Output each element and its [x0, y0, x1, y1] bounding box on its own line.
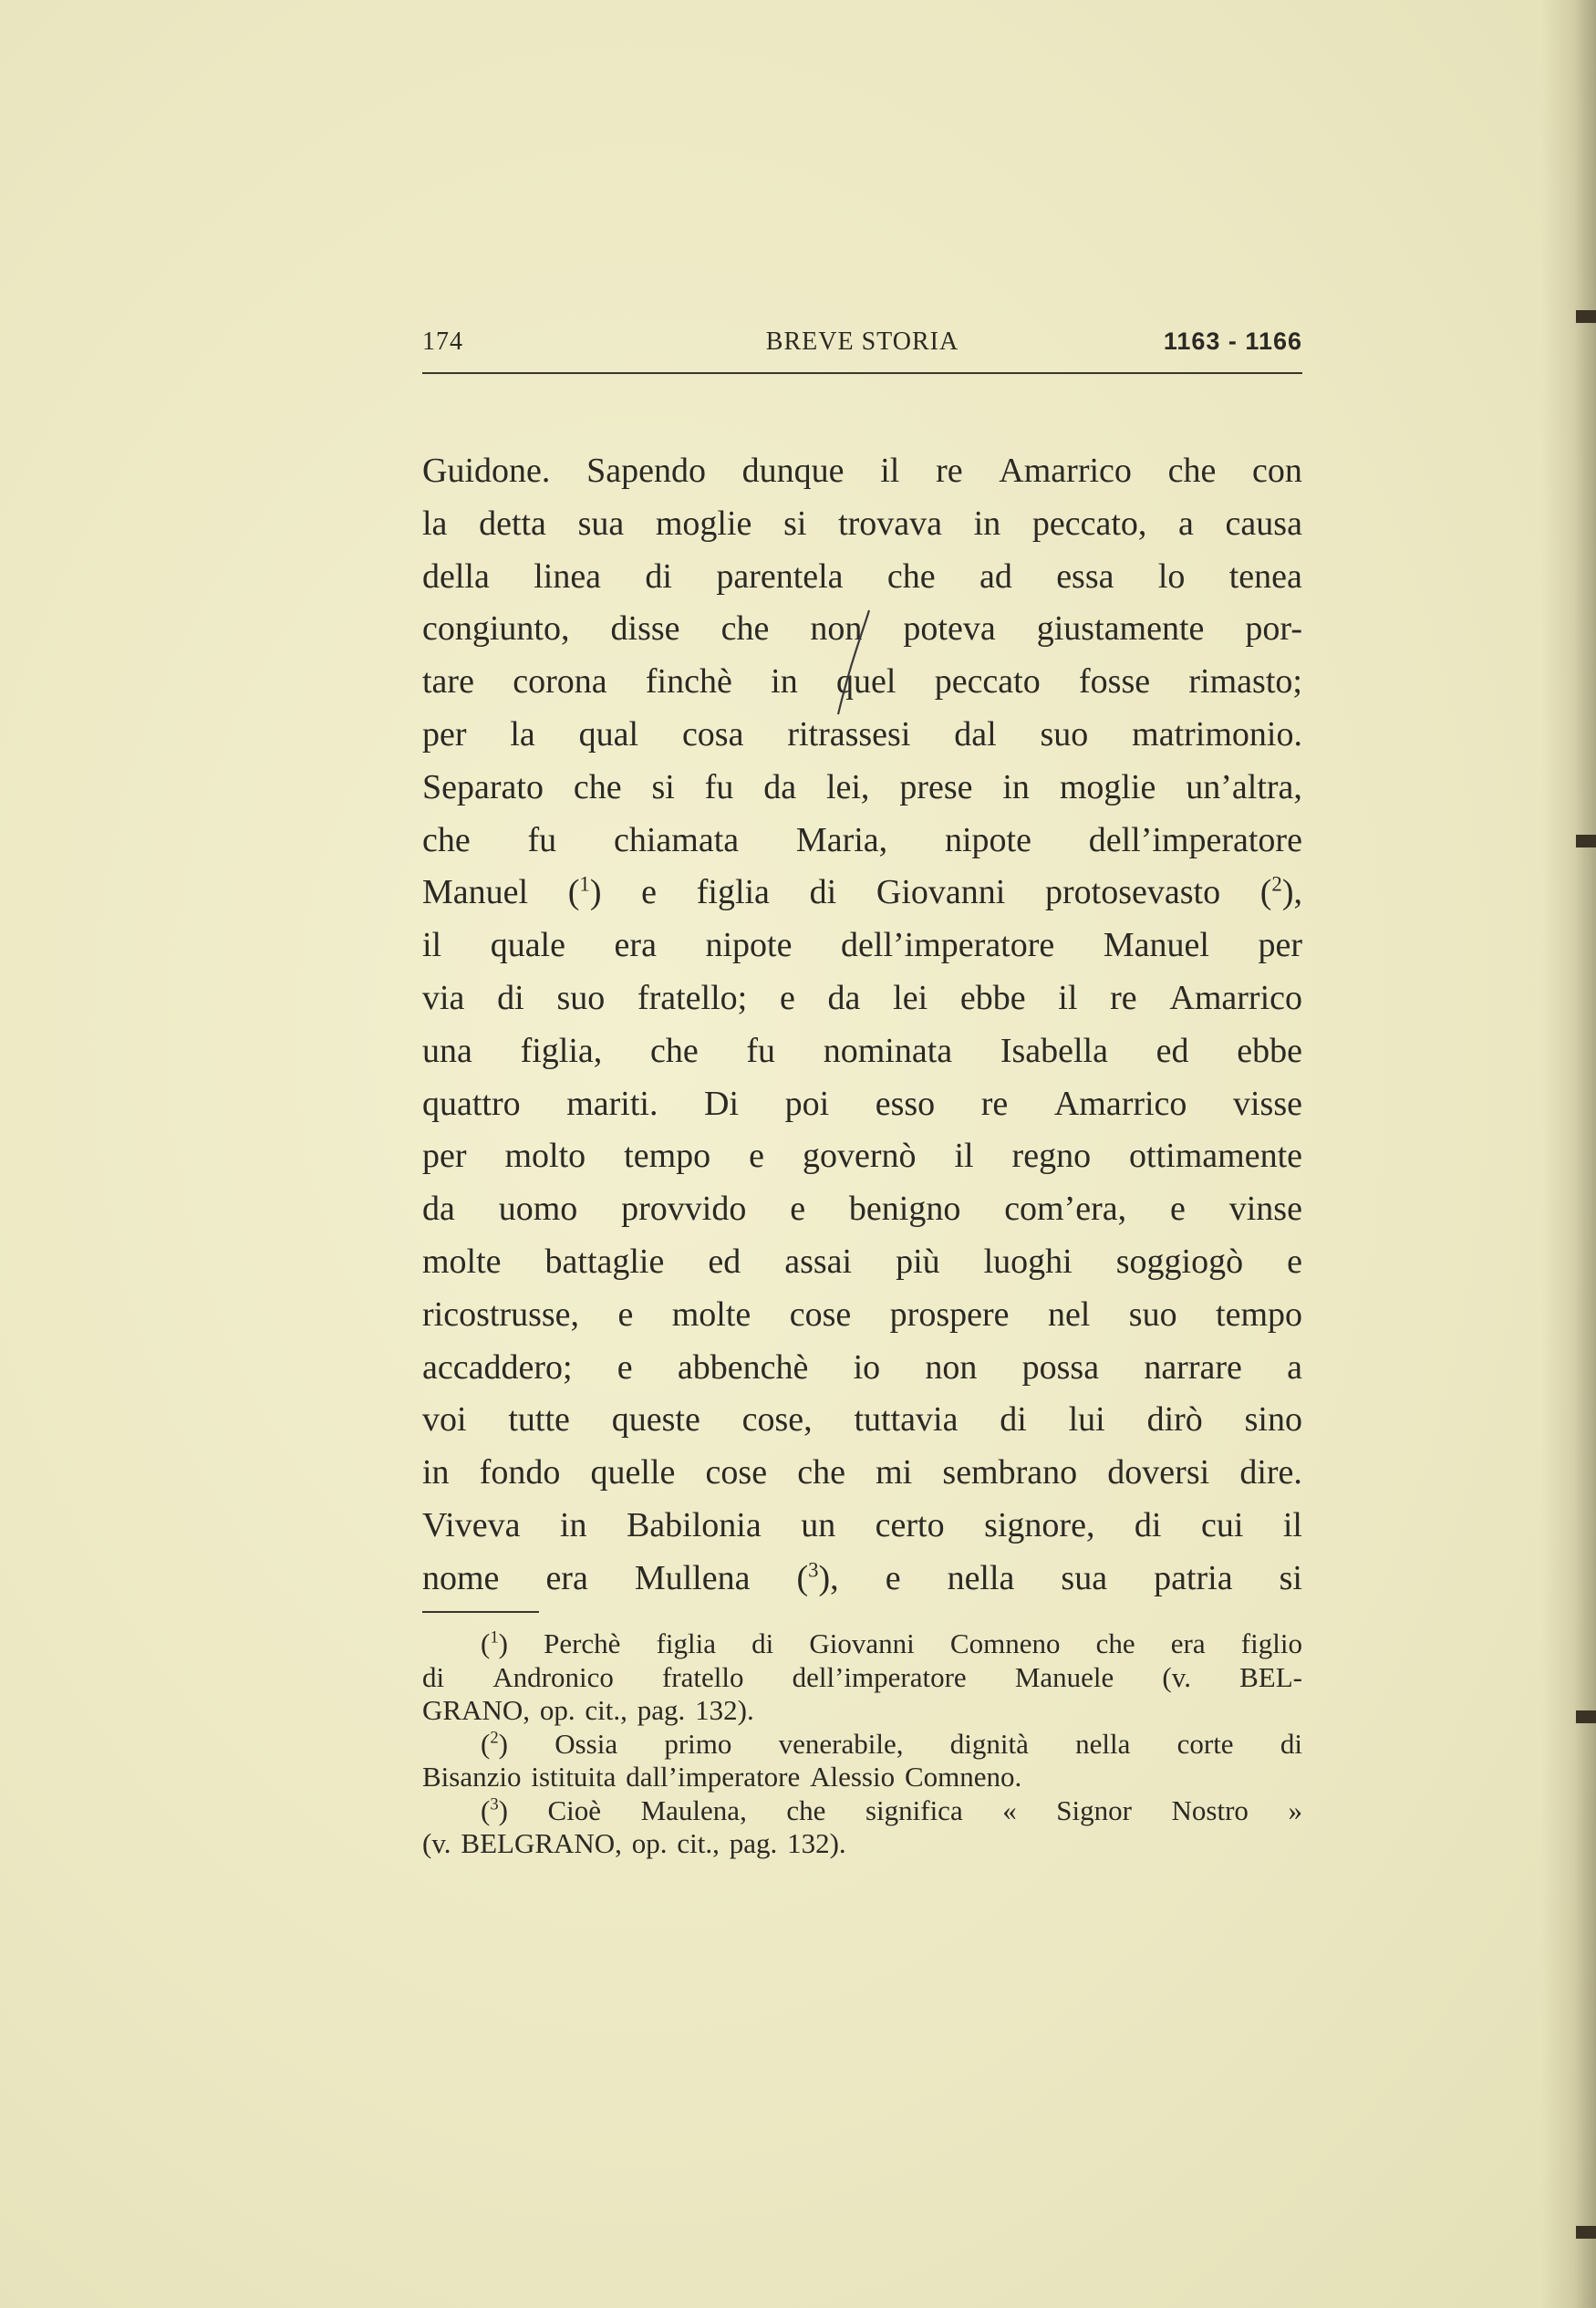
- word: benigno: [848, 1190, 961, 1229]
- word: qual: [578, 714, 639, 754]
- word: a: [1178, 504, 1194, 543]
- word: fu: [704, 767, 734, 806]
- word: nominata: [823, 1031, 953, 1070]
- running-title: BREVE STORIA: [765, 327, 959, 356]
- word: Maulena,: [640, 1793, 747, 1826]
- word: BEL-: [1239, 1660, 1302, 1693]
- word: che: [886, 556, 936, 596]
- word: Mullena: [634, 1558, 751, 1597]
- text-line: [422, 445, 1302, 498]
- word: e: [790, 1190, 806, 1229]
- word: poteva: [903, 609, 996, 649]
- word: detta: [479, 504, 546, 543]
- word: più: [896, 1242, 940, 1281]
- word: op.: [631, 1827, 668, 1859]
- word: primo: [664, 1727, 732, 1760]
- pen-stroke-mark: [825, 607, 880, 721]
- word: »: [1288, 1793, 1302, 1826]
- footnote-line: [422, 1827, 1302, 1861]
- word: che: [720, 609, 770, 649]
- word: e: [617, 1294, 634, 1334]
- word: figlia: [656, 1627, 716, 1659]
- word: una: [422, 1031, 472, 1070]
- word: cit.,: [677, 1827, 720, 1859]
- word: era: [614, 926, 657, 965]
- word: (v.: [1162, 1660, 1191, 1693]
- word: Comneno.: [904, 1761, 1022, 1793]
- word: in: [973, 504, 1001, 543]
- word: Isabella: [1000, 1031, 1108, 1070]
- word: ed: [708, 1242, 741, 1281]
- word: in: [422, 1453, 450, 1492]
- word: per: [422, 714, 467, 754]
- word: nipote: [944, 820, 1031, 859]
- word: narrare: [1144, 1347, 1242, 1387]
- word: soggiogò: [1115, 1242, 1244, 1281]
- word: molto: [504, 1137, 586, 1176]
- footnote-line: [422, 1661, 1302, 1695]
- word: la: [422, 504, 448, 543]
- word: il: [880, 452, 900, 490]
- word: corona: [513, 662, 607, 702]
- word: disse: [610, 609, 680, 649]
- text-line: [422, 1183, 1302, 1236]
- word: suo: [1040, 714, 1089, 754]
- word: cose,: [741, 1400, 813, 1440]
- word: re: [936, 452, 963, 490]
- word: sua: [1061, 1558, 1108, 1597]
- word: nipote: [705, 926, 793, 965]
- word: molte: [422, 1242, 502, 1281]
- word: la: [510, 714, 535, 754]
- text-line: [422, 1553, 1302, 1606]
- word: era: [545, 1558, 588, 1597]
- word: per: [422, 1137, 467, 1176]
- text-line: [422, 1394, 1302, 1447]
- word: visse: [1233, 1084, 1302, 1123]
- word: venerabile,: [778, 1727, 904, 1760]
- word: fu: [746, 1031, 776, 1070]
- word: Viveva: [422, 1505, 521, 1544]
- word: battaglie: [544, 1242, 665, 1281]
- word: un: [801, 1505, 836, 1544]
- word: in: [559, 1505, 587, 1544]
- word: e: [1170, 1190, 1186, 1229]
- word: ricostrusse,: [422, 1294, 580, 1334]
- word: quale: [490, 926, 565, 965]
- word: il: [954, 1137, 974, 1176]
- text-line: [422, 1342, 1302, 1395]
- word: prospere: [889, 1294, 1010, 1334]
- word: rimasto;: [1188, 662, 1302, 702]
- word: nome: [422, 1558, 500, 1597]
- word: essa: [1056, 556, 1114, 596]
- word: Maria,: [795, 820, 888, 859]
- word: lei,: [825, 767, 870, 806]
- word: che: [573, 767, 622, 806]
- word: ritrassesi: [787, 714, 911, 754]
- word: matrimonio.: [1132, 714, 1302, 754]
- word: tempo: [624, 1137, 711, 1176]
- binding-mark: [1576, 835, 1596, 847]
- word: sua: [577, 504, 625, 543]
- word: peccato: [934, 662, 1041, 702]
- word: Babilonia: [626, 1505, 762, 1544]
- word: figlia: [696, 873, 770, 912]
- word: Andronico: [492, 1660, 614, 1693]
- word: cosa: [681, 714, 744, 754]
- text-line: [422, 1130, 1302, 1183]
- word: si: [783, 504, 807, 543]
- word: provvido: [621, 1190, 747, 1229]
- word: patria: [1154, 1558, 1233, 1597]
- word: doversi: [1107, 1453, 1210, 1492]
- word: dell’imperatore: [841, 926, 1055, 965]
- year-range: 1163 - 1166: [1163, 327, 1302, 355]
- binding-mark: [1576, 1710, 1596, 1723]
- word: quel: [835, 662, 896, 702]
- text-line: [422, 551, 1302, 604]
- word: possa: [1021, 1347, 1100, 1387]
- word: esso: [875, 1084, 936, 1123]
- text-line: [422, 498, 1302, 551]
- text-line: [422, 1025, 1302, 1078]
- word: dirò: [1146, 1400, 1203, 1440]
- word: mariti.: [566, 1084, 658, 1123]
- word: nella: [1075, 1727, 1131, 1760]
- word: ($^3$),: [796, 1558, 839, 1597]
- word: con: [1252, 452, 1302, 490]
- word: fratello: [661, 1660, 744, 1693]
- word: cose: [705, 1453, 768, 1492]
- word: pag.: [729, 1827, 778, 1859]
- word: era: [1170, 1627, 1206, 1659]
- word: quattro: [422, 1084, 521, 1123]
- word: Nostro: [1171, 1793, 1249, 1826]
- header-rule: [422, 372, 1302, 374]
- word: lui: [1068, 1400, 1105, 1440]
- word: Separato: [422, 767, 544, 806]
- word: in: [771, 662, 798, 702]
- word: GRANO,: [422, 1694, 530, 1726]
- word: non: [925, 1347, 978, 1387]
- word: Signor: [1056, 1793, 1132, 1826]
- word: accaddero;: [422, 1347, 573, 1387]
- word: finchè: [645, 662, 732, 702]
- word: fratello;: [637, 978, 748, 1017]
- word: 132).: [695, 1694, 754, 1726]
- word: protosevasto: [1045, 873, 1221, 912]
- word: re: [980, 1084, 1009, 1123]
- word: certo: [875, 1505, 945, 1544]
- word: e: [749, 1137, 764, 1176]
- word: governò: [802, 1137, 917, 1176]
- word: cose: [789, 1294, 852, 1334]
- word: ebbe: [1237, 1031, 1302, 1070]
- footnote-line: [422, 1694, 1302, 1728]
- word: a: [1287, 1347, 1302, 1387]
- word: sembrano: [942, 1453, 1078, 1492]
- word: da: [763, 767, 797, 806]
- word: ($^3$): [481, 1793, 508, 1826]
- word: che: [1095, 1627, 1135, 1659]
- word: che: [422, 820, 471, 859]
- word: via: [422, 978, 465, 1017]
- text-line: [422, 1236, 1302, 1289]
- word: Giovanni: [876, 873, 1006, 912]
- word: che: [786, 1793, 826, 1826]
- word: Cioè: [547, 1793, 602, 1826]
- text-line: [422, 1447, 1302, 1500]
- word: re: [1110, 978, 1137, 1017]
- word: io: [853, 1347, 881, 1387]
- word: istituita: [531, 1761, 617, 1793]
- word: Manuele: [1014, 1660, 1114, 1693]
- word: ($^2$): [481, 1727, 508, 1760]
- word: 132).: [787, 1827, 846, 1859]
- word: nella: [947, 1558, 1015, 1597]
- word: da: [422, 1190, 455, 1229]
- word: non: [810, 609, 863, 649]
- word: e: [617, 1347, 633, 1387]
- word: dunque: [741, 452, 845, 490]
- word: e: [885, 1558, 901, 1597]
- word: (v.: [422, 1827, 451, 1859]
- word: figlio: [1240, 1627, 1302, 1659]
- word: tare: [422, 662, 474, 702]
- word: mi: [876, 1453, 913, 1492]
- word: lei: [893, 978, 928, 1017]
- word: causa: [1225, 504, 1302, 543]
- footnotes: [422, 1627, 1302, 1861]
- word: molte: [671, 1294, 751, 1334]
- word: regno: [1011, 1137, 1092, 1176]
- word: BELGRANO,: [461, 1827, 622, 1859]
- word: prese: [899, 767, 973, 806]
- word: ad: [979, 556, 1012, 596]
- binding-mark: [1576, 310, 1596, 323]
- word: queste: [611, 1400, 700, 1440]
- text-line: [422, 762, 1302, 815]
- word: Perchè: [544, 1627, 621, 1659]
- word: pag.: [637, 1694, 686, 1726]
- word: cit.,: [585, 1694, 627, 1726]
- word: dignità: [949, 1727, 1029, 1760]
- word: figlia,: [520, 1031, 603, 1070]
- word: tempo: [1216, 1294, 1302, 1334]
- word: lo: [1157, 556, 1186, 596]
- word: di: [809, 873, 837, 912]
- word: ed: [1156, 1031, 1189, 1070]
- word: significa: [865, 1793, 963, 1826]
- word: suo: [556, 978, 606, 1017]
- text-line: [422, 1078, 1302, 1131]
- word: di: [497, 978, 524, 1017]
- text-line: [422, 1500, 1302, 1553]
- word: Manuel: [422, 873, 529, 912]
- word: Comneno: [949, 1627, 1061, 1659]
- word: Bisanzio: [422, 1761, 522, 1793]
- word: chiamata: [613, 820, 740, 859]
- word: che: [649, 1031, 699, 1070]
- word: di: [1280, 1727, 1302, 1760]
- word: di: [422, 1660, 445, 1693]
- word: «: [1002, 1793, 1017, 1826]
- word: moglie: [655, 504, 752, 543]
- word: uomo: [498, 1190, 578, 1229]
- word: quelle: [590, 1453, 676, 1492]
- word: ($^2$),: [1259, 872, 1302, 912]
- word: luoghi: [983, 1242, 1073, 1281]
- word: dal: [954, 714, 997, 754]
- word: corte: [1176, 1727, 1234, 1760]
- word: e: [1287, 1242, 1302, 1281]
- word: Amarrico: [1053, 1084, 1187, 1123]
- text-line: [422, 972, 1302, 1025]
- binding-mark: [1576, 2226, 1596, 2239]
- word: por-: [1245, 609, 1302, 649]
- word: dell’imperatore: [1088, 820, 1302, 859]
- word: tenea: [1228, 556, 1302, 596]
- word: giustamente: [1036, 609, 1205, 649]
- text-line: [422, 920, 1302, 972]
- word: trovava: [838, 504, 943, 543]
- word: di: [1000, 1400, 1027, 1440]
- word: di: [1134, 1505, 1162, 1544]
- word: com’era,: [1004, 1190, 1127, 1229]
- word: il: [1058, 978, 1078, 1017]
- word: Amarrico: [1169, 978, 1302, 1017]
- word: ($^1$): [481, 1627, 508, 1659]
- word: poi: [784, 1084, 830, 1123]
- word: cui: [1200, 1505, 1244, 1544]
- page-edge-shadow: [1541, 0, 1596, 2308]
- word: assai: [784, 1242, 853, 1281]
- text-line: [422, 1289, 1302, 1342]
- word: signore,: [984, 1505, 1095, 1544]
- word: abbenchè: [677, 1347, 809, 1387]
- word: e: [641, 873, 658, 912]
- word: un’altra,: [1186, 767, 1302, 806]
- word: voi: [422, 1400, 467, 1440]
- word: si: [1279, 1558, 1302, 1597]
- word: parentela: [716, 556, 844, 596]
- word: ($^1$): [567, 872, 602, 912]
- word: fu: [527, 820, 557, 859]
- word: ebbe: [959, 978, 1026, 1017]
- word: Di: [704, 1084, 740, 1123]
- word: congiunto,: [422, 609, 570, 649]
- word: in: [1002, 767, 1030, 806]
- word: Manuel: [1103, 926, 1209, 965]
- word: vinse: [1228, 1190, 1302, 1229]
- word: il: [422, 926, 442, 965]
- word: nel: [1047, 1294, 1091, 1334]
- word: dell’imperatore: [792, 1660, 967, 1693]
- word: Giovanni: [809, 1627, 915, 1659]
- footnote-line: [422, 1728, 1302, 1762]
- word: il: [1282, 1505, 1302, 1544]
- word: fosse: [1079, 662, 1151, 702]
- word: suo: [1128, 1294, 1177, 1334]
- text-line: [422, 815, 1302, 868]
- word: Ossia: [554, 1727, 618, 1760]
- word: di: [751, 1627, 774, 1659]
- word: di: [645, 556, 672, 596]
- word: tutte: [508, 1400, 570, 1440]
- word: che: [797, 1453, 845, 1492]
- text-line: [422, 867, 1302, 920]
- word: dall’imperatore: [626, 1761, 801, 1793]
- footnote-line: [422, 1761, 1302, 1794]
- word: linea: [534, 556, 602, 596]
- word: e: [779, 978, 795, 1017]
- word: per: [1258, 926, 1302, 965]
- word: tuttavia: [854, 1400, 959, 1440]
- word: moglie: [1059, 767, 1156, 806]
- word: Alessio: [810, 1761, 896, 1793]
- page-header: [422, 327, 1302, 364]
- word: della: [422, 556, 490, 596]
- word: op.: [539, 1694, 575, 1726]
- word: Amarrico: [999, 452, 1132, 490]
- word: dire.: [1239, 1453, 1302, 1492]
- page-number: 174: [422, 327, 463, 356]
- word: fondo: [479, 1453, 561, 1492]
- word: si: [651, 767, 675, 806]
- footnote-rule: [422, 1611, 539, 1613]
- word: peccato,: [1031, 504, 1147, 543]
- word: che: [1167, 452, 1217, 490]
- footnote-line: [422, 1627, 1302, 1661]
- footnote-line: [422, 1794, 1302, 1828]
- word: da: [827, 978, 861, 1017]
- word: ottimamente: [1129, 1137, 1302, 1176]
- word: Sapendo: [586, 452, 706, 490]
- word: sino: [1244, 1400, 1302, 1440]
- word: Guidone.: [422, 452, 551, 490]
